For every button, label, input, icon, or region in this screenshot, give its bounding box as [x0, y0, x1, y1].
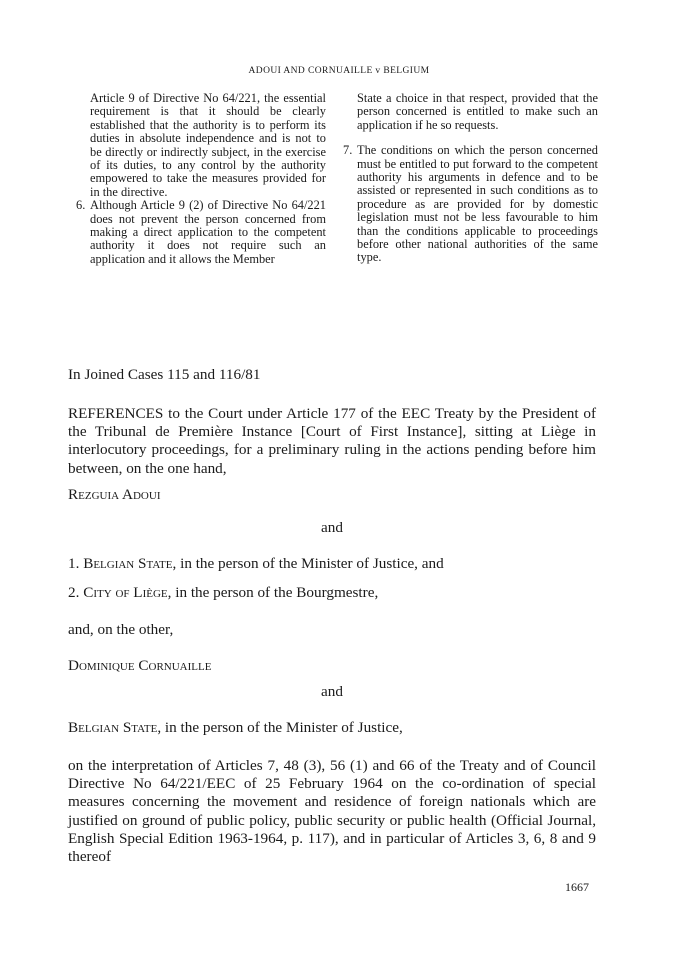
- defendant-2-name: City of Liège: [83, 584, 168, 601]
- party-cornuaille: Dominique Cornuaille: [68, 657, 212, 674]
- defendant-3-rest: , in the person of the Minister of Justice,: [157, 719, 403, 736]
- references-text: to the Court under Article 177 of the EEC Treaty by the President of the Tribunal de Première Instance [Court of First Instance], sitting at Liège in interlocutory proceedings, for a preliminary ruling in the actions pending before him between, on the one hand,: [68, 405, 596, 477]
- summary-item-7-text: The conditions on which the person concerned must be entitled to put forward to the competent authority his arguments in defence and to be assisted or represented in such conditions as to procedure as are provided for by domestic legislation must not be less favourable to him than the conditions applicable to proceedings before other national authorities of the same type.: [357, 143, 598, 265]
- summary-right-column: [343, 92, 598, 265]
- interpretation-text: on the interpretation of Articles 7, 48 (3), 56 (1) and 66 of the Treaty and of Council Directive No 64/221/EEC of 25 February 1964 on the co-ordination of special measures concerning the movement and residence of foreign nationals which are justified on ground of public policy, public security or public health (Official Journal, English Special Edition 1963-1964, p. 117), and in particular of Articles 3, 6, 8 and 9 thereof: [68, 757, 596, 866]
- summary-item-6: [76, 199, 326, 266]
- summary-item-7-number: 7.: [343, 143, 353, 158]
- running-header: ADOUI AND CORNUAILLE v BELGIUM: [248, 66, 430, 76]
- defendant-3-name: Belgian State: [68, 719, 158, 736]
- defendant-2-number: 2.: [68, 584, 80, 601]
- defendant-1-name: Belgian State: [83, 555, 173, 572]
- joined-cases-heading: In Joined Cases 115 and 116/81: [68, 366, 261, 383]
- interpretation-paragraph: [68, 757, 596, 866]
- and-separator-2: and: [321, 683, 343, 700]
- summary-item5-continuation: Article 9 of Directive No 64/221, the essential requirement is that it should be clearly established that the authority is to perform its duties in absolute independence and is not to be directly or indirectly subject, in the exercise of its duties, to any control by the authority empowered to take the measures provided for in the directive.: [90, 91, 326, 199]
- other-side-line: and, on the other,: [68, 621, 174, 638]
- defendant-1: [68, 555, 596, 573]
- references-paragraph: [68, 405, 596, 478]
- defendant-1-number: 1.: [68, 555, 80, 572]
- defendant-2: [68, 584, 596, 602]
- summary-item-6-number: 6.: [76, 198, 86, 213]
- party-adoui: Rezguia Adoui: [68, 486, 161, 503]
- page-number: 1667: [565, 880, 589, 894]
- summary-item6-continuation: State a choice in that respect, provided that the person concerned is entitled to make such an application if he so requests.: [357, 91, 598, 132]
- defendant-3: [68, 719, 596, 737]
- summary-left-column: [76, 92, 326, 266]
- summary-item-7: [343, 144, 598, 265]
- defendant-2-rest: , in the person of the Bourgmestre,: [167, 584, 379, 601]
- summary-item-6-text: Although Article 9 (2) of Directive No 64/221 does not prevent the person concerned from making a direct application to the competent authority it does not require such an application and it allows the Member: [90, 198, 326, 266]
- references-lead: REFERENCES: [68, 405, 164, 422]
- defendant-1-rest: , in the person of the Minister of Justice, and: [172, 555, 444, 572]
- and-separator-1: and: [321, 519, 343, 536]
